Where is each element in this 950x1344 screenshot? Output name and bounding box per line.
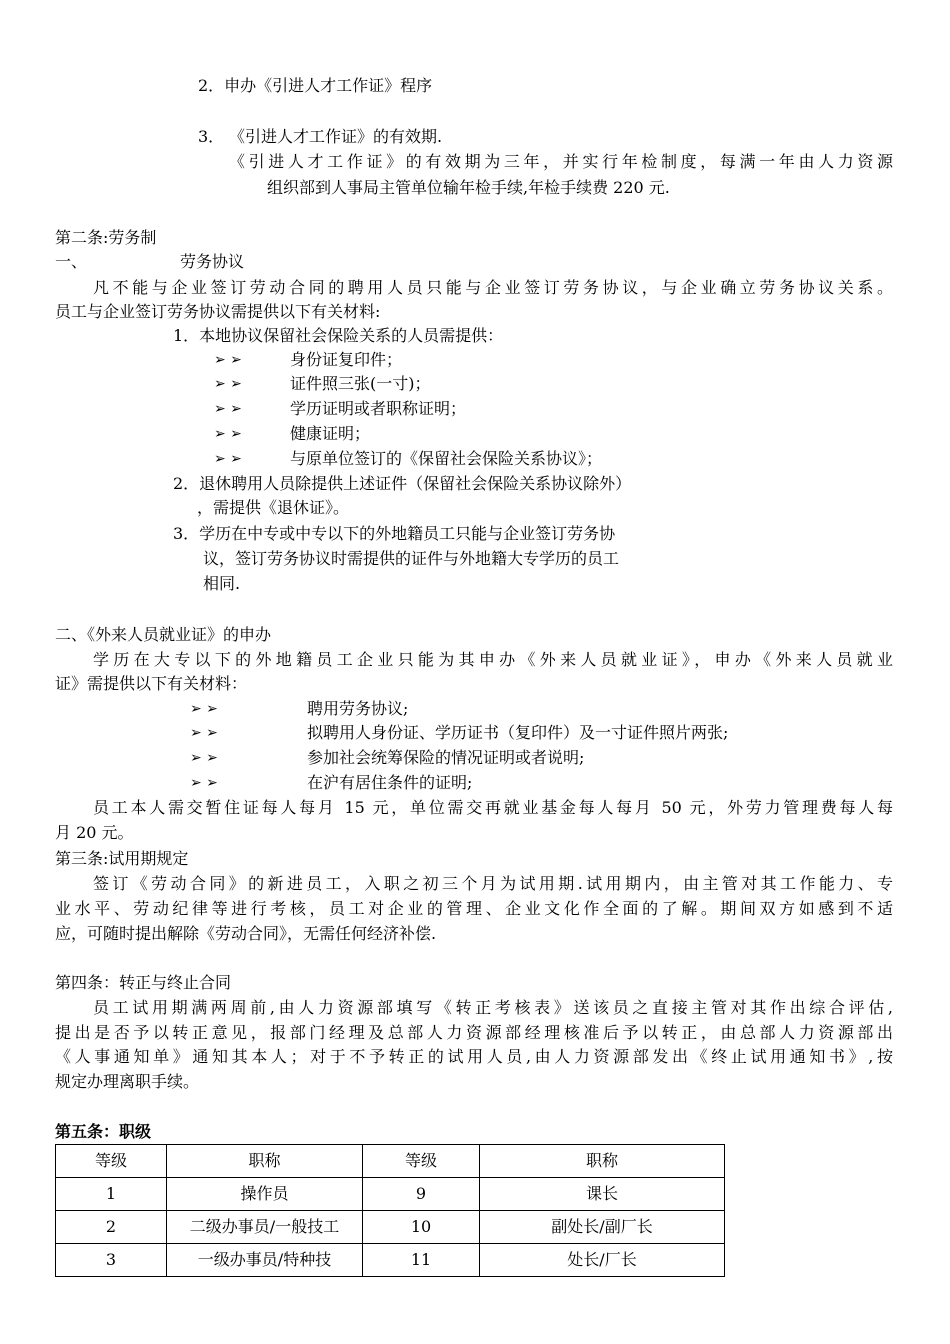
arrow-bullet-icon: ➢ ➢	[190, 775, 218, 791]
list-item: 在沪有居住条件的证明;	[307, 773, 473, 792]
header-cell: 职称	[480, 1145, 725, 1178]
table-cell: 副处长/副厂长	[480, 1211, 725, 1244]
sub-1-number: 一、	[55, 252, 88, 271]
arrow-bullet-icon: ➢ ➢	[214, 451, 242, 467]
paragraph-line: 提出是否予以转正意见，报部门经理及总部人力资源部经理核准后予以转正，由总部人力资源部出	[55, 1023, 893, 1042]
paragraph-line: 学历在大专以下的外地籍员工企业只能为其申办《外来人员就业证》，申办《外来人员就业	[93, 650, 893, 669]
article-5-heading: 第五条：职级	[55, 1122, 152, 1141]
paragraph-line: 月 20 元。	[55, 823, 134, 842]
table-cell: 3	[56, 1244, 167, 1277]
item-3-text-line: 《引进人才工作证》的有效期为三年，并实行年检制度，每满一年由人力资源	[229, 152, 893, 171]
paragraph-line: 应，可随时提出解除《劳动合同》，无需任何经济补偿.	[55, 924, 437, 943]
paragraph-line: 员工试用期满两周前,由人力资源部填写《转正考核表》送该员之直接主管对其作出综合评估,	[93, 998, 893, 1017]
arrow-bullet-icon: ➢ ➢	[190, 701, 218, 717]
sub-2-heading: 二、《外来人员就业证》的申办	[55, 625, 272, 644]
item-3-number: 3．	[198, 127, 225, 146]
arrow-bullet-icon: ➢ ➢	[214, 401, 242, 417]
list-2-line: 2．退休聘用人员除提供上述证件（保留社会保险关系协议除外）	[173, 474, 632, 493]
header-cell: 职称	[167, 1145, 363, 1178]
article-2-heading: 第二条:劳务制	[55, 228, 157, 247]
table-cell: 二级办事员/一般技工	[167, 1211, 363, 1244]
table-cell: 处长/厂长	[480, 1244, 725, 1277]
grade-table	[55, 1144, 725, 1277]
article-3-heading: 第三条:试用期规定	[55, 849, 189, 868]
table-cell: 9	[363, 1178, 480, 1211]
table-row	[56, 1178, 725, 1211]
list-3-line: 3．学历在中专或中专以下的外地籍员工只能与企业签订劳务协	[173, 524, 616, 543]
article-4-heading: 第四条：转正与终止合同	[55, 973, 232, 992]
list-item: 证件照三张(一寸)；	[290, 374, 431, 393]
paragraph-line: 业水平、劳动纪律等进行考核，员工对企业的管理、企业文化作全面的了解。期间双方如感到不适	[55, 899, 893, 918]
paragraph-line: 证》需提供以下有关材料：	[55, 674, 248, 693]
paragraph-line: 《人事通知单》通知其本人；对于不予转正的试用人员,由人力资源部发出《终止试用通知书》,按	[55, 1047, 893, 1066]
list-item: 学历证明或者职称证明；	[290, 399, 467, 418]
table-cell: 2	[56, 1211, 167, 1244]
table-cell: 操作员	[167, 1178, 363, 1211]
item-3-title: 《引进人才工作证》的有效期.	[229, 127, 443, 146]
item-3-text-line: 组织部到人事局主管单位输年检手续,年检手续费 220 元.	[267, 178, 670, 197]
header-cell: 等级	[56, 1145, 167, 1178]
list-3-line: 相同.	[203, 574, 241, 593]
arrow-bullet-icon: ➢ ➢	[214, 352, 242, 368]
table-cell: 10	[363, 1211, 480, 1244]
table-row	[56, 1211, 725, 1244]
list-item: 拟聘用人身份证、学历证书（复印件）及一寸证件照片两张;	[307, 723, 729, 742]
arrow-bullet-icon: ➢ ➢	[214, 426, 242, 442]
sub-1-title: 劳务协议	[180, 252, 245, 271]
list-item: 与原单位签订的《保留社会保险关系协议》；	[290, 449, 603, 468]
list-item: 健康证明；	[290, 424, 371, 443]
table-header-row	[56, 1145, 725, 1178]
table-cell: 1	[56, 1178, 167, 1211]
table-cell: 11	[363, 1244, 480, 1277]
table-cell: 一级办事员/特种技	[167, 1244, 363, 1277]
list-3-line: 议，签订劳务协议时需提供的证件与外地籍大专学历的员工	[203, 549, 620, 568]
paragraph-line: 签订《劳动合同》的新进员工，入职之初三个月为试用期.试用期内，由主管对其工作能力、专	[93, 874, 893, 893]
list-2-line: ，需提供《退休证》。	[197, 498, 350, 517]
arrow-bullet-icon: ➢ ➢	[190, 725, 218, 741]
paragraph-line: 规定办理离职手续。	[55, 1072, 200, 1091]
table-cell: 课长	[480, 1178, 725, 1211]
paragraph-line: 员工本人需交暂住证每人每月 15 元，单位需交再就业基金每人每月 50 元，外劳力管理费每人每	[93, 798, 893, 817]
list-1-title: 1．本地协议保留社会保险关系的人员需提供：	[173, 326, 504, 345]
arrow-bullet-icon: ➢ ➢	[214, 376, 242, 392]
item-2-text: 2．申办《引进人才工作证》程序	[198, 76, 433, 95]
header-cell: 等级	[363, 1145, 480, 1178]
list-item: 参加社会统筹保险的情况证明或者说明;	[307, 748, 585, 767]
list-item: 身份证复印件；	[290, 350, 403, 369]
paragraph-line: 员工与企业签订劳务协议需提供以下有关材料:	[55, 302, 381, 321]
arrow-bullet-icon: ➢ ➢	[190, 750, 218, 766]
table-row	[56, 1244, 725, 1277]
paragraph-line: 凡不能与企业签订劳动合同的聘用人员只能与企业签订劳务协议，与企业确立劳务协议关系。	[93, 278, 893, 297]
list-item: 聘用劳务协议;	[307, 699, 409, 718]
